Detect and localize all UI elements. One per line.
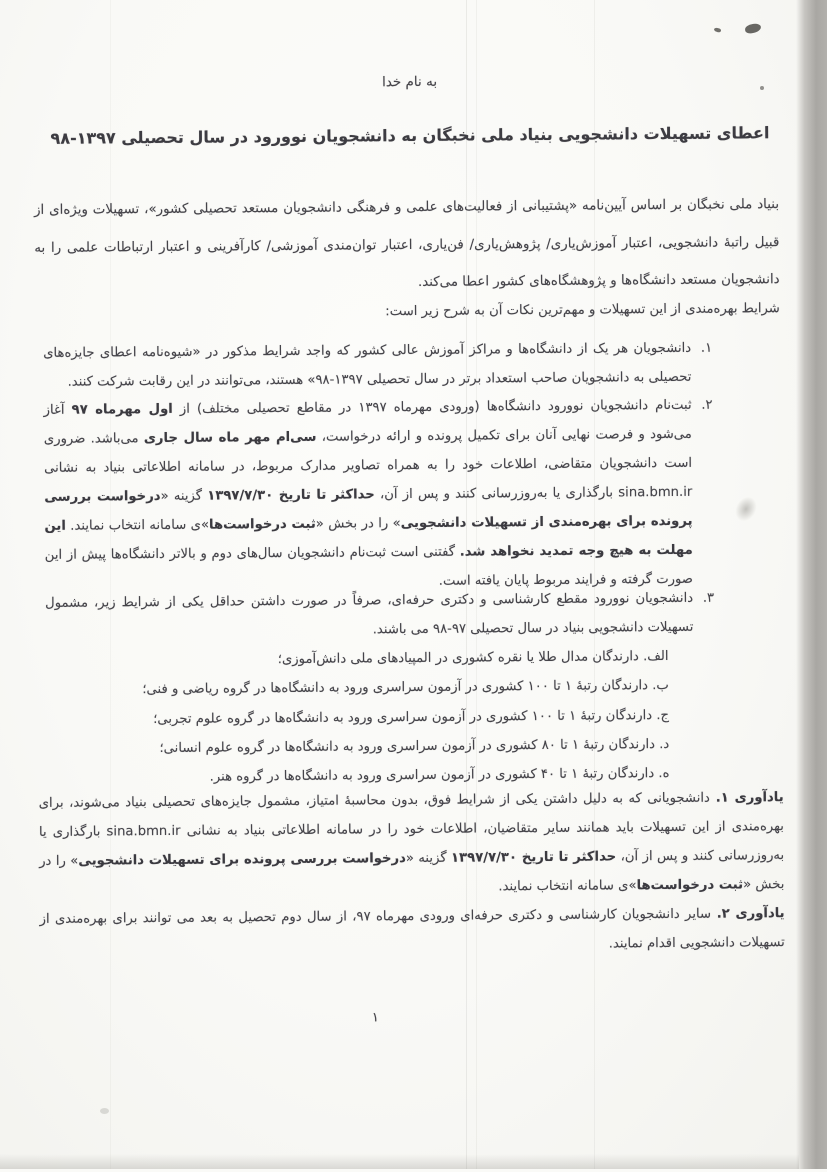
bottom-edge-shadow [0,1154,799,1169]
sub-items-list [45,642,669,793]
item-2-text: ثبت‌نام دانشجویان نوورود دانشگاه‌ها (ورودی مهرماه ۱۳۹۷ در مقاطع تحصیلی مختلف) از اول مهرماه ۹۷ آغاز می‌شود و فرصت نهایی آنان برای تکمیل پرونده و ارائه درخواست، سی‌ام مهر ماه سال جاری می‌باشد. ضروری است دانشجویان متقاضی، اطلاعات خود را به همراه تصاویر مدارک مربوط، در سامانه اطلاعاتی بنیاد به نشانی sina.bmn.ir بارگذاری یا به‌روزرسانی کنند و پس از آن، حداکثر تا تاریخ ۱۳۹۷/۷/۳۰ گزینه «درخواست بررسی پرونده برای بهره‌مندی از تسهیلات دانشجویی» را در بخش «ثبت درخواست‌ها»ی سامانه انتخاب نمایند. این مهلت به هیچ وجه تمدید نخواهد شد. گفتنی است ثبت‌نام دانشجویان سال‌های دوم و بالاتر دانشگاه‌ها پیش از این صورت گرفته و فرایند مربوط پایان یافته است. [43,397,694,589]
reminder-note-2: یادآوری ۲. سایر دانشجویان کارشناسی و دکتری حرفه‌ای ورودی مهرماه ۹۷، از سال دوم تحصیل به بعد می توانند برای بهره‌مندی از تسهیلات دانشجویی اقدام نمایند. [39,906,785,952]
reminder-note-1: یادآوری ۱. دانشجویانی که به دلیل داشتن یکی از شرایط فوق، بدون محاسبهٔ امتیاز، مشمول جایزه‌های تحصیلی بنیاد می‌شوند، برای بهره‌مندی از این تسهیلات باید همانند سایر متقاضیان، اطلاعات خود را در سامانه اطلاعاتی بنیاد به نشانی sina.bmn.ir بارگذاری یا به‌روزرسانی کنند و پس از آن، حداکثر تا تاریخ ۱۳۹۷/۷/۳۰ گزینه «درخواست بررسی پرونده برای تسهیلات دانشجویی» را در بخش «ثبت درخواست‌ها»ی سامانه انتخاب نمایند. [38,790,785,895]
item-1-number: ۱. [700,340,713,356]
document-title: اعطای تسهیلات دانشجویی بنیاد ملی نخبگان به دانشجویان نوورود در سال تحصیلی ۱۳۹۷-۹۸ [50,123,770,148]
item-1-text: دانشجویان هر یک از دانشگاه‌ها و مراکز آموزش عالی کشور که واجد شرایط مذکور در «شیوه‌نامه اعطای جایزه‌های تحصیلی به دانشجویان صاحب استعداد برتر در سال تحصیلی ۱۳۹۷-۹۸» هستند، می‌توانند در این رقابت شرکت کنند. [43,340,692,390]
numbered-item-2 [44,391,713,599]
numbered-item-1 [43,334,713,397]
item-3-text: دانشجویان نوورود مقطع کارشناسی و دکتری حرفه‌ای، صرفاً در صورت داشتن حداقل یکی از شرایط زیر، مشمول تسهیلات دانشجویی بنیاد در سال تحصیلی ۹۷-۹۸ می باشند. [45,590,694,638]
page-number: ۱ [371,1010,379,1026]
sub-item-be: ب. دارندگان رتبهٔ ۱ تا ۱۰۰ کشوری در آزمون سراسری ورود به دانشگاه‌ها در گروه ریاضی و فنی؛ [142,678,669,698]
numbered-item-3 [45,584,715,647]
item-2-number: ۲. [701,397,713,413]
ink-speck [760,86,764,90]
bismillah-header: به نام خدا [381,73,438,91]
right-edge-shadow [796,0,827,1169]
ink-speck [100,1108,109,1114]
sub-item-dal: د. دارندگان رتبهٔ ۱ تا ۸۰ کشوری در آزمون سراسری ورود به دانشگاه‌ها در گروه علوم انسانی؛ [159,736,670,756]
intro-paragraph: بنیاد ملی نخبگان بر اساس آیین‌نامه «پشتیبانی از فعالیت‌های علمی و فرهنگی دانشجویان مستعد تحصیلی کشور»، تسهیلات ویژه‌ای از قبیل راتبهٔ دانشجویی، اعتبار آموزش‌یاری/ پژوهش‌یاری/ فن‌یاری، اعتبار توان‌مندی آموزشی/ کارآفرینی و اعتبار ارتباطات علمی را به دانشجویان مستعد دانشگاه‌ها و پژوهشگاه‌های کشور اعطا می‌کند. [33,197,780,290]
conditions-lead: شرایط بهره‌مندی از این تسهیلات و مهم‌ترین نکات آن به شرح زیر است: [385,301,780,320]
sub-item-he: ه. دارندگان رتبهٔ ۱ تا ۴۰ کشوری در آزمون سراسری ورود به دانشگاه‌ها در گروه هنر. [209,766,670,785]
sub-item-alef: الف. دارندگان مدال طلا یا نقره کشوری در المپیادهای ملی دانش‌آموزی؛ [277,648,669,668]
sub-item-jim: ج. دارندگان رتبهٔ ۱ تا ۱۰۰ کشوری در آزمون سراسری ورود به دانشگاه‌ها در گروه علوم تجربی؛ [153,707,670,727]
item-3-number: ۳. [702,590,715,606]
